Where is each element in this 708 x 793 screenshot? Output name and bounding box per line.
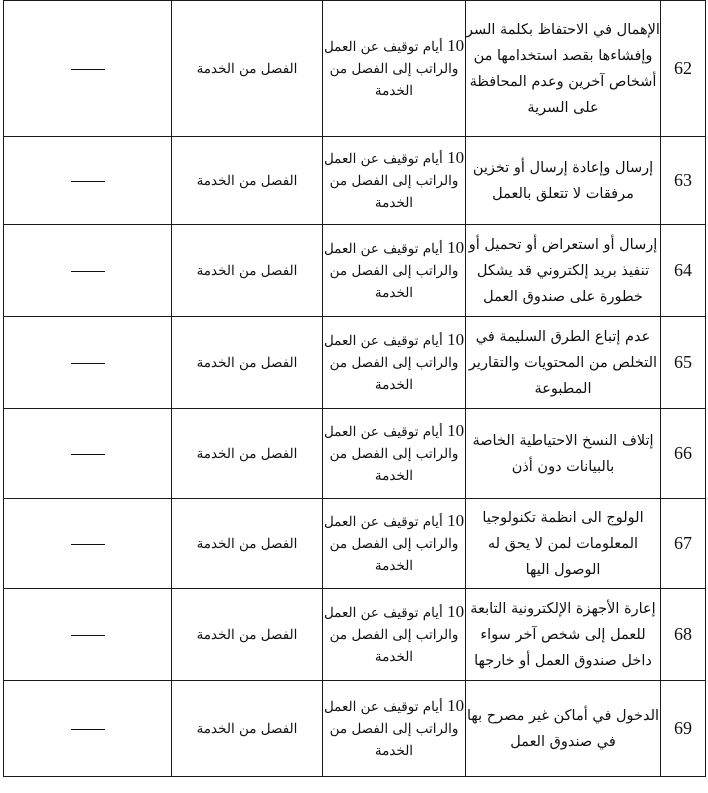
table-row — [4, 499, 706, 589]
dash-mark — [71, 271, 105, 272]
empty-penalty-cell — [4, 499, 172, 589]
penalty-cell — [323, 225, 466, 317]
penalty-cell — [323, 499, 466, 589]
dismissal-cell: الفصل من الخدمة — [172, 681, 323, 777]
dismissal-cell: الفصل من الخدمة — [172, 1, 323, 137]
dash-mark — [71, 635, 105, 636]
penalty-days: 10 — [447, 330, 465, 349]
penalty-text: أيام توقيف عن العمل والراتب إلى الفصل من الخدمة — [323, 241, 459, 301]
dash-mark — [71, 69, 105, 70]
violation-description: الولوج الى انظمة تكنولوجيا المعلومات لمن لا يحق له الوصول اليها — [466, 499, 661, 589]
violations-table-body — [4, 1, 706, 777]
violations-table — [3, 0, 706, 777]
penalty-days: 10 — [447, 148, 465, 167]
dash-mark — [71, 544, 105, 545]
penalty-cell — [323, 1, 466, 137]
penalty-cell — [323, 317, 466, 409]
dismissal-cell: الفصل من الخدمة — [172, 499, 323, 589]
violation-number: 64 — [661, 225, 706, 317]
penalty-text: أيام توقيف عن العمل والراتب إلى الفصل من الخدمة — [323, 699, 459, 759]
violation-description: إرسال وإعادة إرسال أو تخزين مرفقات لا تتعلق بالعمل — [466, 137, 661, 225]
table-row — [4, 409, 706, 499]
violation-number: 68 — [661, 589, 706, 681]
dash-mark — [71, 181, 105, 182]
dismissal-cell: الفصل من الخدمة — [172, 137, 323, 225]
penalty-cell — [323, 681, 466, 777]
penalty-text: أيام توقيف عن العمل والراتب إلى الفصل من الخدمة — [323, 424, 459, 484]
empty-penalty-cell — [4, 589, 172, 681]
dash-mark — [71, 363, 105, 364]
violation-description: إعارة الأجهزة الإلكترونية التابعة للعمل إلى شخص آخر سواء داخل صندوق العمل أو خارجها — [466, 589, 661, 681]
penalty-days: 10 — [447, 238, 465, 257]
table-row — [4, 589, 706, 681]
penalty-days: 10 — [447, 421, 465, 440]
violation-description: إتلاف النسخ الاحتياطية الخاصة بالبيانات دون أذن — [466, 409, 661, 499]
empty-penalty-cell — [4, 137, 172, 225]
dismissal-cell: الفصل من الخدمة — [172, 409, 323, 499]
dash-mark — [71, 454, 105, 455]
violation-description: الإهمال في الاحتفاظ بكلمة السر وإفشاءها بقصد استخدامها من أشخاص آخرين وعدم المحافظة على السرية — [466, 1, 661, 137]
penalty-cell — [323, 589, 466, 681]
violation-number: 63 — [661, 137, 706, 225]
dismissal-cell: الفصل من الخدمة — [172, 225, 323, 317]
empty-penalty-cell — [4, 317, 172, 409]
table-row — [4, 317, 706, 409]
penalty-text: أيام توقيف عن العمل والراتب إلى الفصل من الخدمة — [323, 514, 459, 574]
violation-description: عدم إتباع الطرق السليمة في التخلص من المحتويات والتقارير المطبوعة — [466, 317, 661, 409]
empty-penalty-cell — [4, 1, 172, 137]
empty-penalty-cell — [4, 681, 172, 777]
violation-number: 69 — [661, 681, 706, 777]
violation-description: الدخول في أماكن غير مصرح بها في صندوق العمل — [466, 681, 661, 777]
table-row — [4, 225, 706, 317]
penalty-cell — [323, 137, 466, 225]
table-row — [4, 681, 706, 777]
penalty-days: 10 — [447, 696, 465, 715]
violation-number: 65 — [661, 317, 706, 409]
penalty-days: 10 — [447, 36, 465, 55]
table-row — [4, 1, 706, 137]
violation-description: إرسال أو استعراض أو تحميل أو تنفيذ بريد إلكتروني قد يشكل خطورة على صندوق العمل — [466, 225, 661, 317]
violation-number: 66 — [661, 409, 706, 499]
empty-penalty-cell — [4, 409, 172, 499]
dismissal-cell: الفصل من الخدمة — [172, 317, 323, 409]
penalty-cell — [323, 409, 466, 499]
penalty-text: أيام توقيف عن العمل والراتب إلى الفصل من الخدمة — [323, 605, 459, 665]
table-row — [4, 137, 706, 225]
penalty-days: 10 — [447, 511, 465, 530]
penalty-text: أيام توقيف عن العمل والراتب إلى الفصل من الخدمة — [323, 151, 459, 211]
penalty-text: أيام توقيف عن العمل والراتب إلى الفصل من الخدمة — [323, 39, 459, 99]
dismissal-cell: الفصل من الخدمة — [172, 589, 323, 681]
empty-penalty-cell — [4, 225, 172, 317]
violation-number: 67 — [661, 499, 706, 589]
penalty-days: 10 — [447, 602, 465, 621]
violation-number: 62 — [661, 1, 706, 137]
penalty-text: أيام توقيف عن العمل والراتب إلى الفصل من الخدمة — [323, 333, 459, 393]
dash-mark — [71, 729, 105, 730]
